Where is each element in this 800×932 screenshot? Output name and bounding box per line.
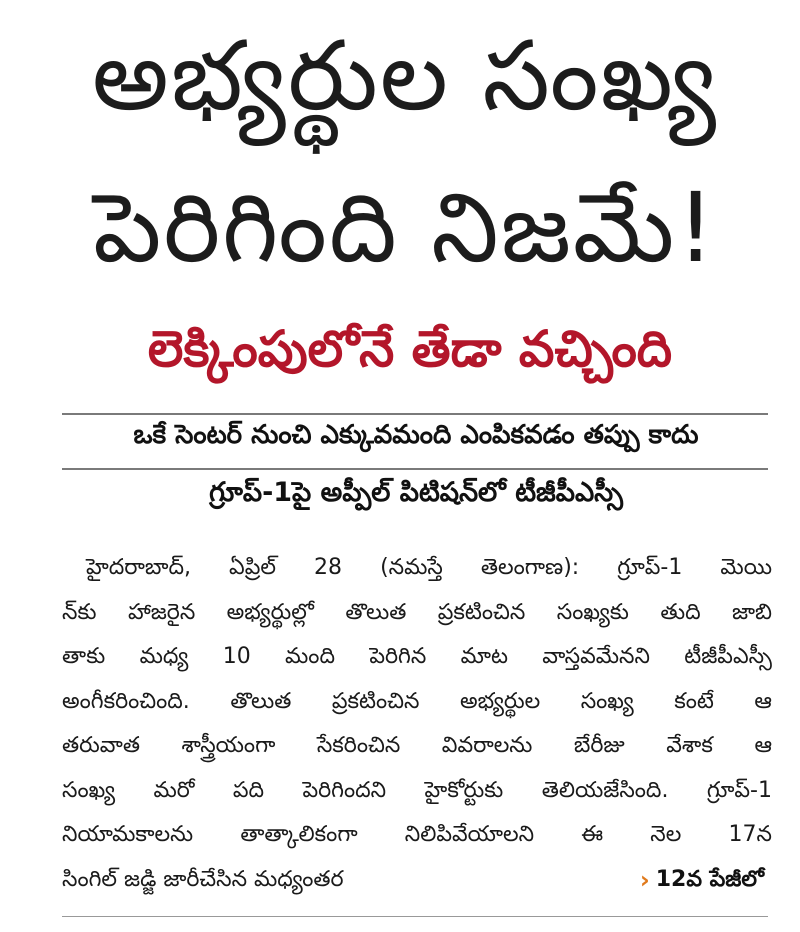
body-last-line bbox=[62, 858, 772, 903]
divider-middle bbox=[62, 468, 768, 470]
headline-line-1: అభ్యర్థుల సంఖ్య bbox=[92, 20, 718, 132]
body-line: హైదరాబాద్, ఏప్రిల్ 28 (నమస్తే తెలంగాణ): గ్రూప్-1 మెయి bbox=[86, 555, 772, 580]
body-line: తరువాత శాస్త్రీయంగా సేకరించిన వివరాలను బేరీజు వేశాక ఆ bbox=[62, 733, 772, 758]
divider-top bbox=[62, 413, 768, 415]
article-body bbox=[62, 546, 772, 902]
body-line: అంగీకరించింది. తొలుత ప్రకటించిన అభ్యర్థుల సంఖ్య కంటే ఆ bbox=[62, 688, 772, 714]
divider-bottom bbox=[62, 916, 768, 917]
continued-on-page-label: 12వ పేజీలో bbox=[655, 866, 764, 892]
headline-line-2: పెరిగింది నిజమే! bbox=[93, 172, 717, 284]
deck-line-1: ఒకే సెంటర్ నుంచి ఎక్కువమంది ఎంపికవడం తప్పు కాదు bbox=[133, 420, 699, 450]
body-line: సంఖ్య మరో పది పెరిగిందని హైకోర్టుకు తెలియజేసింది. గ్రూప్-1 bbox=[62, 777, 772, 803]
subheadline: లెక్కింపులోనే తేడా వచ్చింది bbox=[147, 320, 673, 378]
chevron-right-icon: › bbox=[639, 865, 650, 894]
continued-on-page[interactable] bbox=[640, 858, 764, 903]
deck-line-2: గ్రూప్-1పై అప్పీల్ పిటిషన్‌లో టీజీపీఎస్సీ bbox=[209, 477, 623, 508]
body-line: సింగిల్ జడ్జి జారీచేసిన మధ్యంతర bbox=[62, 866, 344, 892]
body-line: తాకు మధ్య 10 మంది పెరిగిన మాట వాస్తవమేనని టీజీపీఎస్సీ bbox=[62, 644, 772, 669]
body-line: నియామకాలను తాత్కాలికంగా నిలిపివేయాలని ఈ నెల 17న bbox=[62, 822, 772, 847]
body-line: న్‌కు హాజరైన అభ్యర్థుల్లో తొలుత ప్రకటించిన సంఖ్యకు తుది జాబి bbox=[62, 599, 772, 625]
